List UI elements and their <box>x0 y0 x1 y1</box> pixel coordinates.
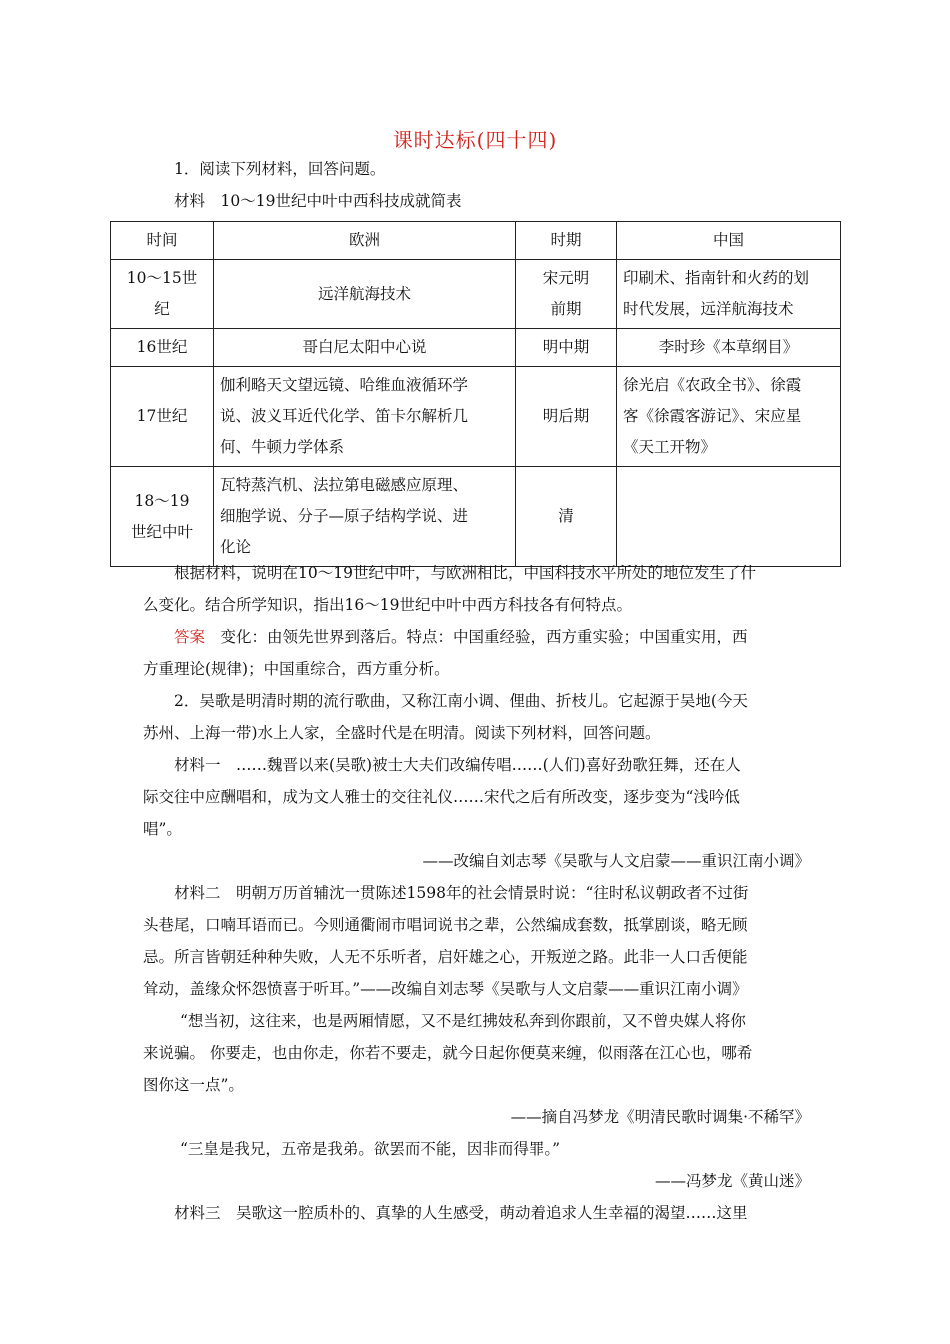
material-label: 材料 10～19世纪中叶中西科技成就简表 <box>174 192 462 210</box>
material-2-line: 材料二 明朝万历首辅沈一贯陈述1598年的社会情景时说：“往时私议朝政者不过街 <box>174 884 749 902</box>
table-row <box>111 367 841 467</box>
material-2-line: 头巷尾，口喃耳语而已。今则通衢闹市唱词说书之辈，公然编成套数，抵掌剧谈，略无顾 <box>143 916 748 934</box>
cell-china: 徐光启《农政全书》、徐霞 客《徐霞客游记》、宋应星 《天工开物》 <box>617 367 841 467</box>
cell-china: 印刷术、指南针和火药的划 时代发展，远洋航海技术 <box>617 260 841 329</box>
cell-europe: 伽利略天文望远镜、哈维血液循环学 说、波义耳近代化学、笛卡尔解析几 何、牛顿力学体系 <box>214 367 516 467</box>
question-2-intro-line: 苏州、上海一带)水上人家，全盛时代是在明清。阅读下列材料，回答问题。 <box>143 724 661 742</box>
cell-time: 16世纪 <box>111 329 214 367</box>
material-1-line: 际交往中应酬唱和，成为文人雅士的交往礼仪……宋代之后有所改变，逐步变为“浅吟低 <box>143 788 740 806</box>
material-1-line: 材料一 ……魏晋以来(吴歌)被士大夫们改编传唱……(人们)喜好劲歌狂舞，还在人 <box>174 756 741 774</box>
science-achievement-table <box>110 221 841 567</box>
cell-china-empty <box>617 467 841 567</box>
header-period: 时期 <box>516 222 617 260</box>
material-1-source: ——改编自刘志琴《吴歌与人文启蒙——重识江南小调》 <box>422 852 810 870</box>
material-2-line: 忌。所言皆朝廷种种失败，人无不乐听者，启奸雄之心，开叛逆之路。此非一人口舌便能 <box>143 948 748 966</box>
material-3-line: 材料三 吴歌这一腔质朴的、真挚的人生感受，萌动着追求人生幸福的渴望……这里 <box>174 1204 748 1222</box>
cell-europe: 哥白尼太阳中心说 <box>214 329 516 367</box>
song-line: “想当初，这往来，也是两厢情愿，又不是红拂妓私奔到你跟前，又不曾央媒人将你 <box>180 1012 746 1030</box>
table-row <box>111 467 841 567</box>
page-title: 课时达标(四十四) <box>392 128 558 152</box>
answer-line: 方重理论(规律)；中国重综合，西方重分析。 <box>143 660 450 678</box>
question-1-intro: 1．阅读下列材料，回答问题。 <box>174 160 386 178</box>
cell-time: 10～15世 纪 <box>111 260 214 329</box>
cell-time: 17世纪 <box>111 367 214 467</box>
question-1-text-line: 根据材料，说明在10～19世纪中叶，与欧洲相比，中国科技水平所处的地位发生了什 <box>174 564 756 582</box>
answer-label: 答案 <box>174 628 206 646</box>
header-europe: 欧洲 <box>214 222 516 260</box>
song-line: 来说骗。 你要走，也由你走，你若不要走，就今日起你便莫来缠，似雨落在江心也，哪希 <box>143 1044 753 1062</box>
cell-time: 18～19 世纪中叶 <box>111 467 214 567</box>
question-2-intro-line: 2．吴歌是明清时期的流行歌曲，又称江南小调、俚曲、折枝儿。它起源于吴地(今天 <box>174 692 748 710</box>
table-row <box>111 329 841 367</box>
table-header-row <box>111 222 841 260</box>
cell-china: 李时珍《本草纲目》 <box>617 329 841 367</box>
cell-period: 清 <box>516 467 617 567</box>
answer-line: 答案 变化：由领先世界到落后。特点：中国重经验，西方重实验；中国重实用，西 <box>174 628 748 646</box>
cell-period: 宋元明 前期 <box>516 260 617 329</box>
cell-period: 明后期 <box>516 367 617 467</box>
question-1-text-line: 么变化。结合所学知识，指出16～19世纪中叶中西方科技各有何特点。 <box>143 596 632 614</box>
song-source: ——摘自冯梦龙《明清民歌时调集·不稀罕》 <box>510 1108 810 1126</box>
cell-period: 明中期 <box>516 329 617 367</box>
song-line: 图你这一点”。 <box>143 1076 244 1094</box>
cell-europe: 远洋航海技术 <box>214 260 516 329</box>
header-time: 时间 <box>111 222 214 260</box>
quote-line: “三皇是我兄，五帝是我弟。欲罢而不能，因非而得罪。” <box>180 1140 561 1158</box>
table-row <box>111 260 841 329</box>
cell-europe: 瓦特蒸汽机、法拉第电磁感应原理、 细胞学说、分子—原子结构学说、进 化论 <box>214 467 516 567</box>
quote-source: ——冯梦龙《黄山迷》 <box>654 1172 810 1190</box>
material-2-line: 耸动，盖缘众怀怨愤喜于听耳。”——改编自刘志琴《吴歌与人文启蒙——重识江南小调》 <box>143 980 748 998</box>
material-1-line: 唱”。 <box>143 820 182 838</box>
header-china: 中国 <box>617 222 841 260</box>
